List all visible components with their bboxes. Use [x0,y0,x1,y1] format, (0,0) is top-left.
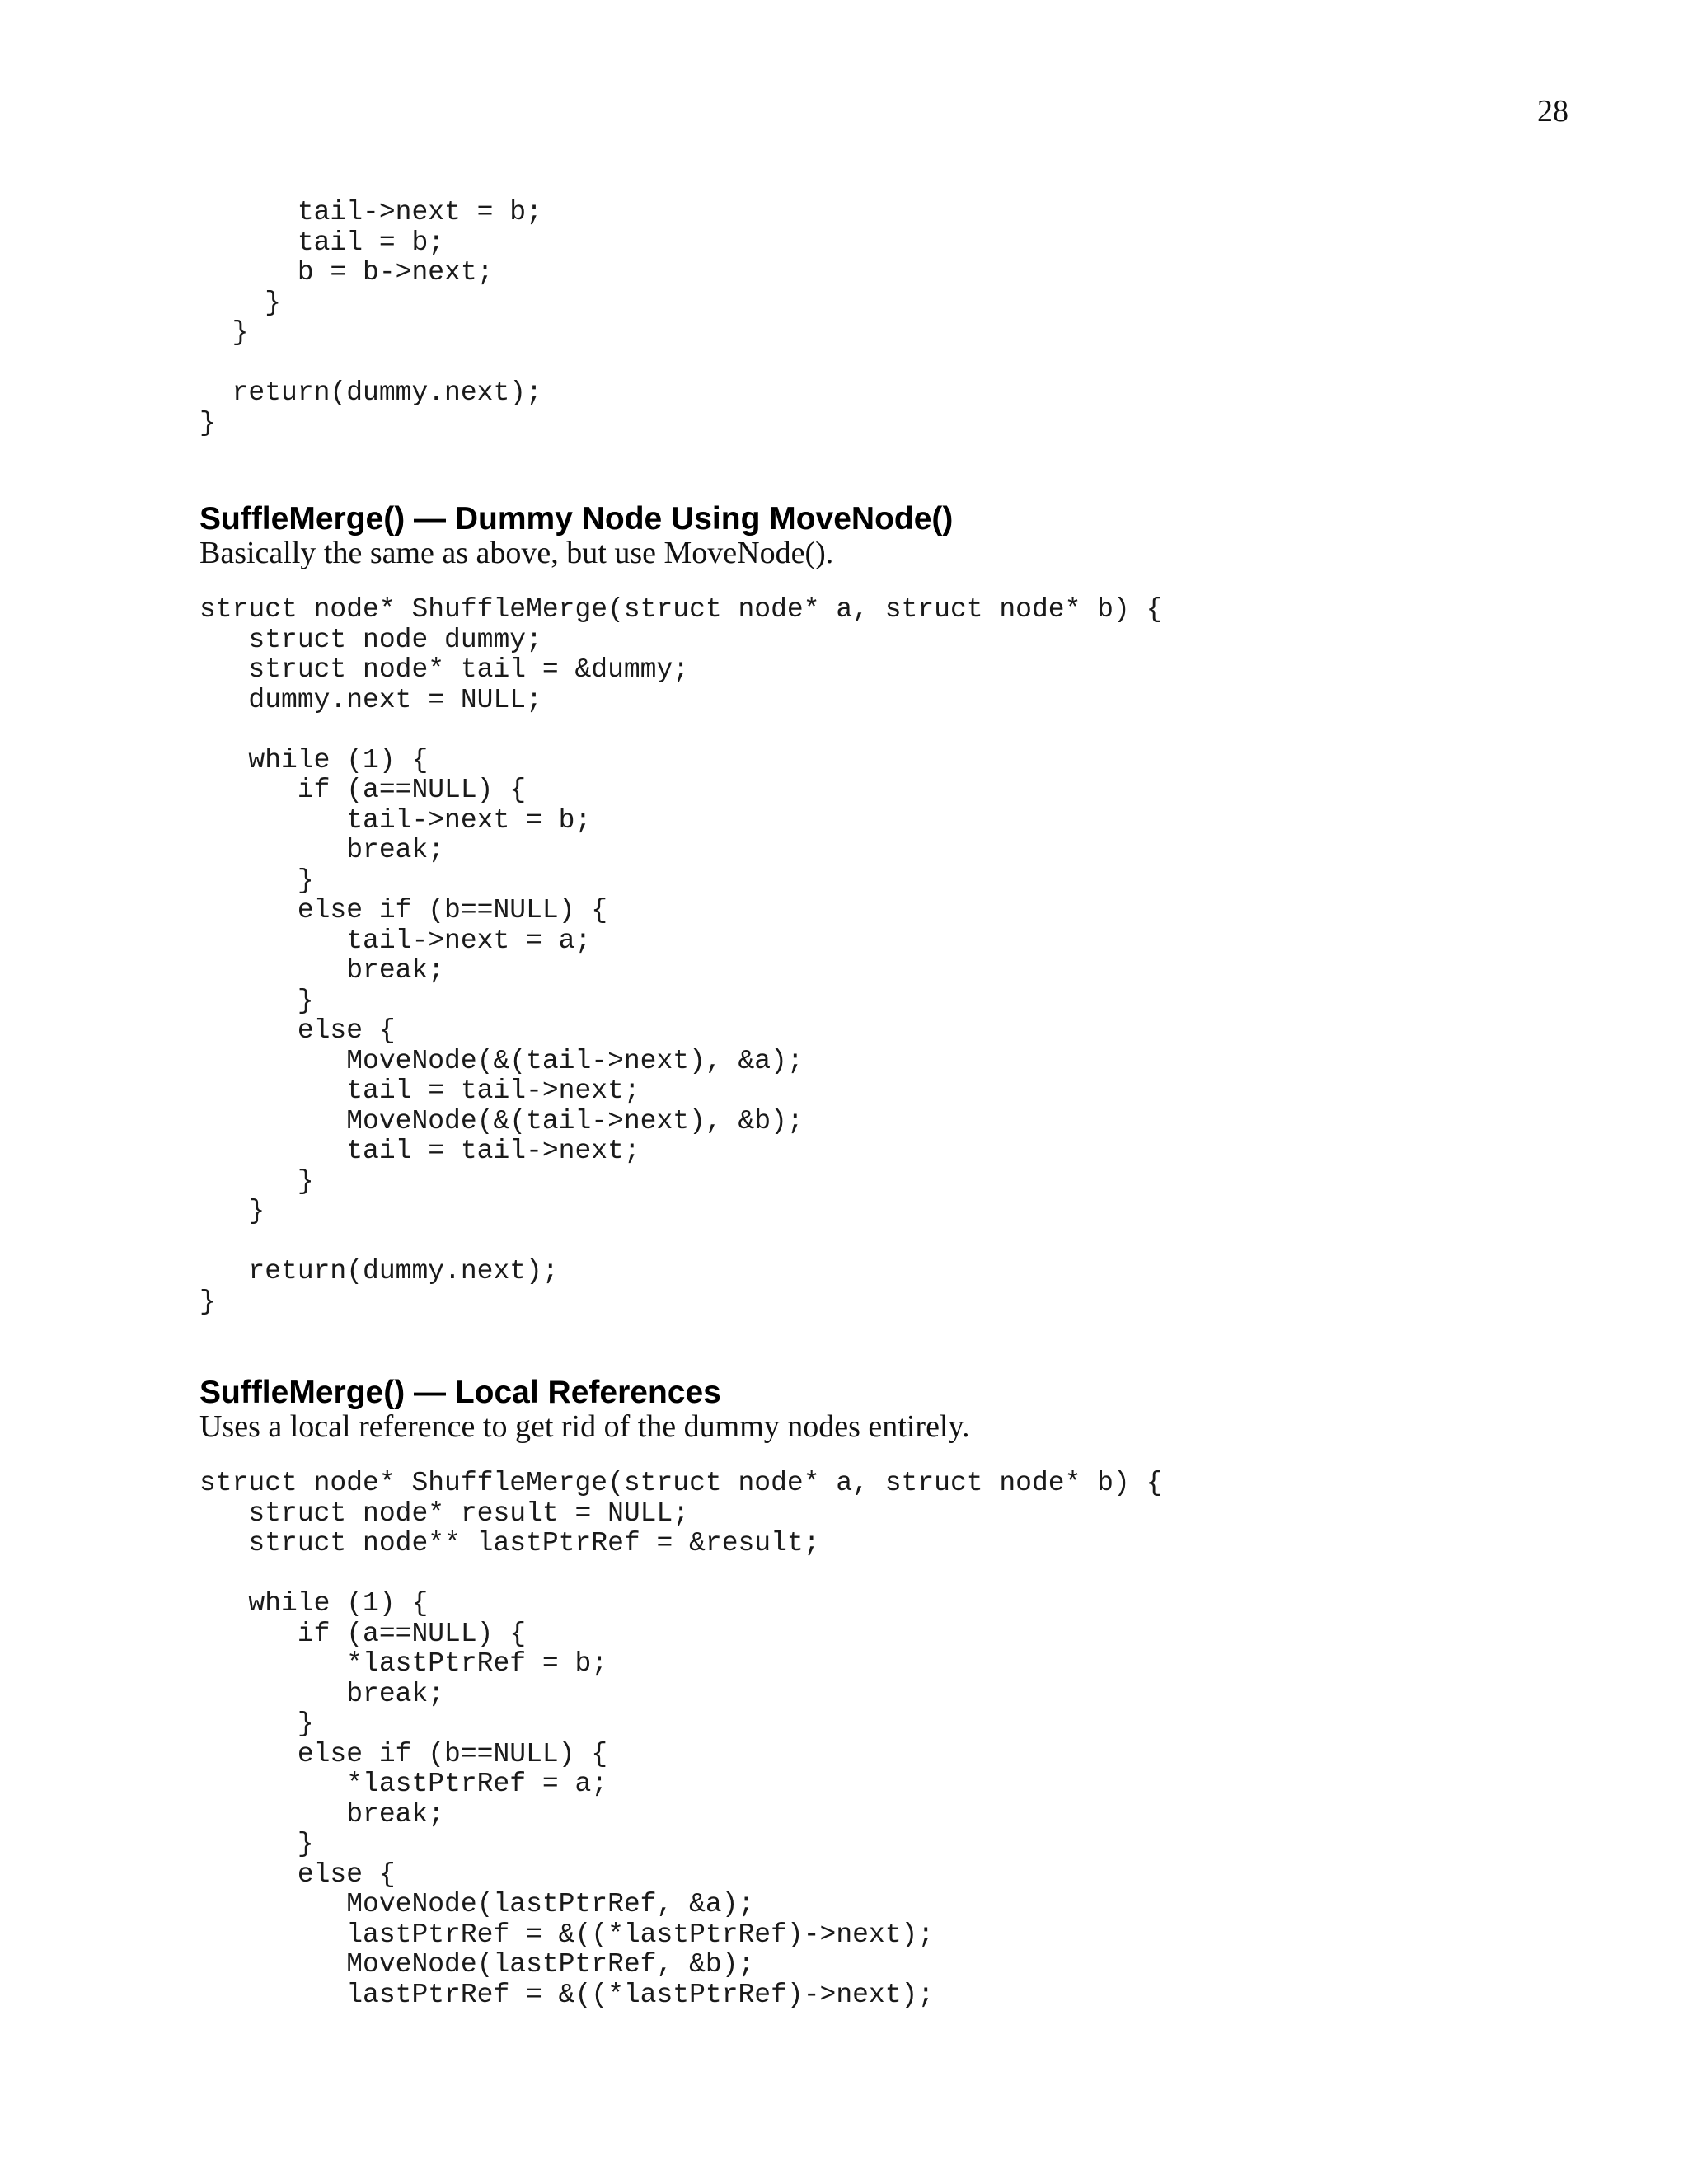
code-block-movenode: struct node* ShuffleMerge(struct node* a, struct node* b) { struct node dummy; struct node* tail = &dummy; dummy.next = NULL; while (1) { if (a==NULL) { tail->next = b; break; } else if (b==NULL) { tail->next = a; break; } else { MoveNode(&(tail->next), &a); tail = tail->next; MoveNode(&(tail->next), &b); tail = tail->next; } } return(dummy.next); } [199,594,1163,1317]
page-number: 28 [1537,94,1568,129]
code-block-continuation: tail->next = b; tail = b; b = b->next; } } return(dummy.next); } [199,197,542,438]
section-heading-movenode: SuffleMerge() — Dummy Node Using MoveNode() [199,501,954,537]
section-description-local-references: Uses a local reference to get rid of the dummy nodes entirely. [199,1409,970,1444]
section-description-movenode: Basically the same as above, but use MoveNode(). [199,536,834,570]
section-heading-local-references: SuffleMerge() — Local References [199,1375,721,1410]
code-block-local-references: struct node* ShuffleMerge(struct node* a, struct node* b) { struct node* result = NULL; struct node** lastPtrRef = &result; while (1) { if (a==NULL) { *lastPtrRef = b; break; } else if (b==NULL) { *lastPtrRef = a; break; } else { MoveNode(lastPtrRef, &a); lastPtrRef = &((*lastPtrRef)->next); MoveNode(lastPtrRef, &b); lastPtrRef = &((*lastPtrRef)->next); [199,1468,1163,2010]
